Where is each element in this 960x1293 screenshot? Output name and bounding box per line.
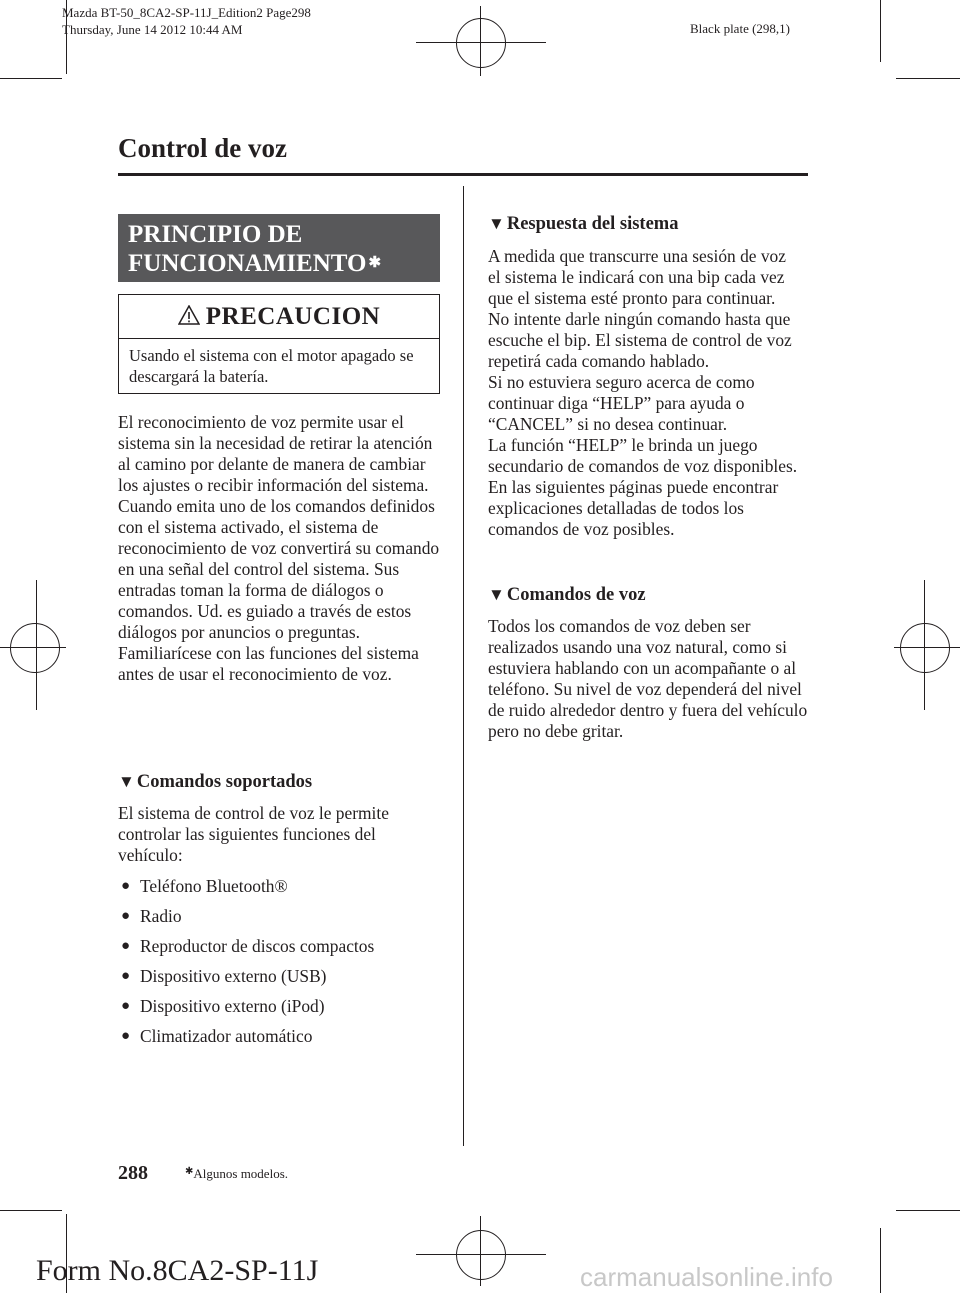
bullet-icon: ●	[121, 938, 131, 954]
crop-mark	[896, 78, 960, 79]
list-item	[118, 906, 448, 936]
crop-mark	[880, 1228, 881, 1293]
paragraph: No intente darle ningún comando hasta que escuche el bip. El sistema de control de voz repetirá cada comando hablado.	[488, 309, 792, 371]
warning-icon	[178, 305, 200, 330]
crop-mark	[880, 0, 881, 62]
crop-mark	[0, 1210, 62, 1211]
paragraph: Familiarícese con las funciones del sistema antes de usar el reconocimiento de voz.	[118, 643, 419, 684]
voice-commands-text: Todos los comandos de voz deben ser realizados usando una voz natural, como si estuviera hablando con un acompañante o al teléfono. Su nivel de voz dependerá del nivel de ruido alrededor dentro y fuera del vehículo pero no debe gritar.	[488, 616, 808, 741]
subhead-voice-commands	[488, 583, 808, 607]
page-number: 288	[118, 1162, 148, 1184]
bullet-icon: ●	[121, 908, 131, 924]
paragraph: La función “HELP” le brinda un juego secundario de comandos de voz disponibles. En las siguientes páginas puede encontrar explicaciones detalladas de todos los comandos de voz posibles.	[488, 435, 798, 539]
paragraph: Si no estuviera seguro acerca de como continuar diga “HELP” para ayuda o “CANCEL” si no desea continuar.	[488, 372, 755, 434]
subhead-text: Respuesta del sistema	[506, 214, 679, 234]
print-info	[62, 4, 311, 38]
registration-cross	[416, 42, 546, 43]
print-info-line1: Mazda BT-50_8CA2-SP-11J_Edition2 Page298	[62, 5, 311, 20]
list-item-text: Reproductor de discos compactos	[140, 936, 375, 956]
print-info-line2: Thursday, June 14 2012 10:44 AM	[62, 22, 243, 37]
triangle-marker-icon: ▼	[488, 585, 505, 604]
registration-mark	[456, 1230, 506, 1280]
crop-mark	[896, 1210, 960, 1211]
banner-line1: PRINCIPIO DE	[128, 221, 303, 248]
registration-mark	[900, 623, 950, 673]
footnote	[185, 1166, 288, 1182]
supported-intro: El sistema de control de voz le permite controlar las siguientes funciones del vehículo:	[118, 803, 389, 865]
footnote-text: Algunos modelos.	[193, 1166, 289, 1181]
asterisk-icon: ✱	[368, 255, 382, 271]
banner-line2: FUNCIONAMIENTO	[128, 250, 367, 277]
section-title: Control de voz	[118, 133, 287, 163]
caution-box	[118, 294, 440, 394]
registration-cross	[480, 6, 481, 76]
list-item	[118, 936, 448, 966]
watermark: carmanualsonline.info	[580, 1262, 833, 1292]
registration-cross	[0, 647, 66, 648]
list-item-text: Dispositivo externo (iPod)	[140, 996, 325, 1016]
bullet-icon: ●	[121, 968, 131, 984]
list-item	[118, 1026, 448, 1056]
registration-mark	[10, 623, 60, 673]
registration-cross	[36, 580, 37, 710]
plate-label: Black plate (298,1)	[690, 21, 790, 36]
bullet-icon: ●	[121, 1028, 131, 1044]
registration-cross	[894, 647, 960, 648]
subhead-text: Comandos de voz	[506, 585, 646, 605]
list-item-text: Radio	[140, 906, 182, 926]
supported-functions-list	[118, 876, 448, 1056]
form-number: Form No.8CA2-SP-11J	[36, 1254, 319, 1287]
right-body	[488, 246, 800, 540]
crop-mark	[0, 78, 62, 79]
column-divider	[463, 186, 464, 1146]
list-item	[118, 996, 448, 1026]
caution-title: PRECAUCION	[205, 303, 381, 330]
registration-mark	[456, 18, 506, 68]
paragraph: Cuando emita uno de los comandos definidos con el sistema activado, el sistema de reconocimiento de voz convertirá su comando en una señal del control del sistema. Sus entradas toman la forma de diálogos o comandos. Ud. es guiado a través de estos diálogos por anuncios o preguntas.	[118, 496, 440, 642]
bullet-icon: ●	[121, 998, 131, 1014]
caution-text: Usando el sistema con el motor apagado se descargará la batería.	[129, 346, 414, 386]
triangle-marker-icon: ▼	[118, 772, 135, 791]
bullet-icon: ●	[121, 878, 131, 894]
paragraph: El reconocimiento de voz permite usar el sistema sin la necesidad de retirar la atención al camino por delante de manera de cambiar los ajustes o recibir información del sistema.	[118, 412, 433, 495]
registration-cross	[416, 1254, 546, 1255]
list-item-text: Teléfono Bluetooth®	[140, 876, 288, 896]
subhead-text: Comandos soportados	[136, 772, 313, 792]
list-item	[118, 876, 448, 906]
caution-header	[119, 295, 439, 339]
subhead-system-response	[488, 212, 808, 236]
registration-cross	[480, 1216, 481, 1286]
asterisk-icon: ✱	[185, 1166, 194, 1177]
list-item	[118, 966, 448, 996]
paragraph: A medida que transcurre una sesión de voz el sistema le indicará con una bip cada vez que el sistema esté pronto para continuar.	[488, 246, 786, 308]
principle-banner	[118, 214, 440, 282]
triangle-marker-icon: ▼	[488, 214, 505, 233]
title-rule	[118, 173, 808, 176]
list-item-text: Dispositivo externo (USB)	[140, 966, 327, 986]
subhead-supported-commands	[118, 770, 444, 794]
left-body	[118, 412, 444, 685]
list-item-text: Climatizador automático	[140, 1026, 313, 1046]
registration-cross	[924, 580, 925, 710]
